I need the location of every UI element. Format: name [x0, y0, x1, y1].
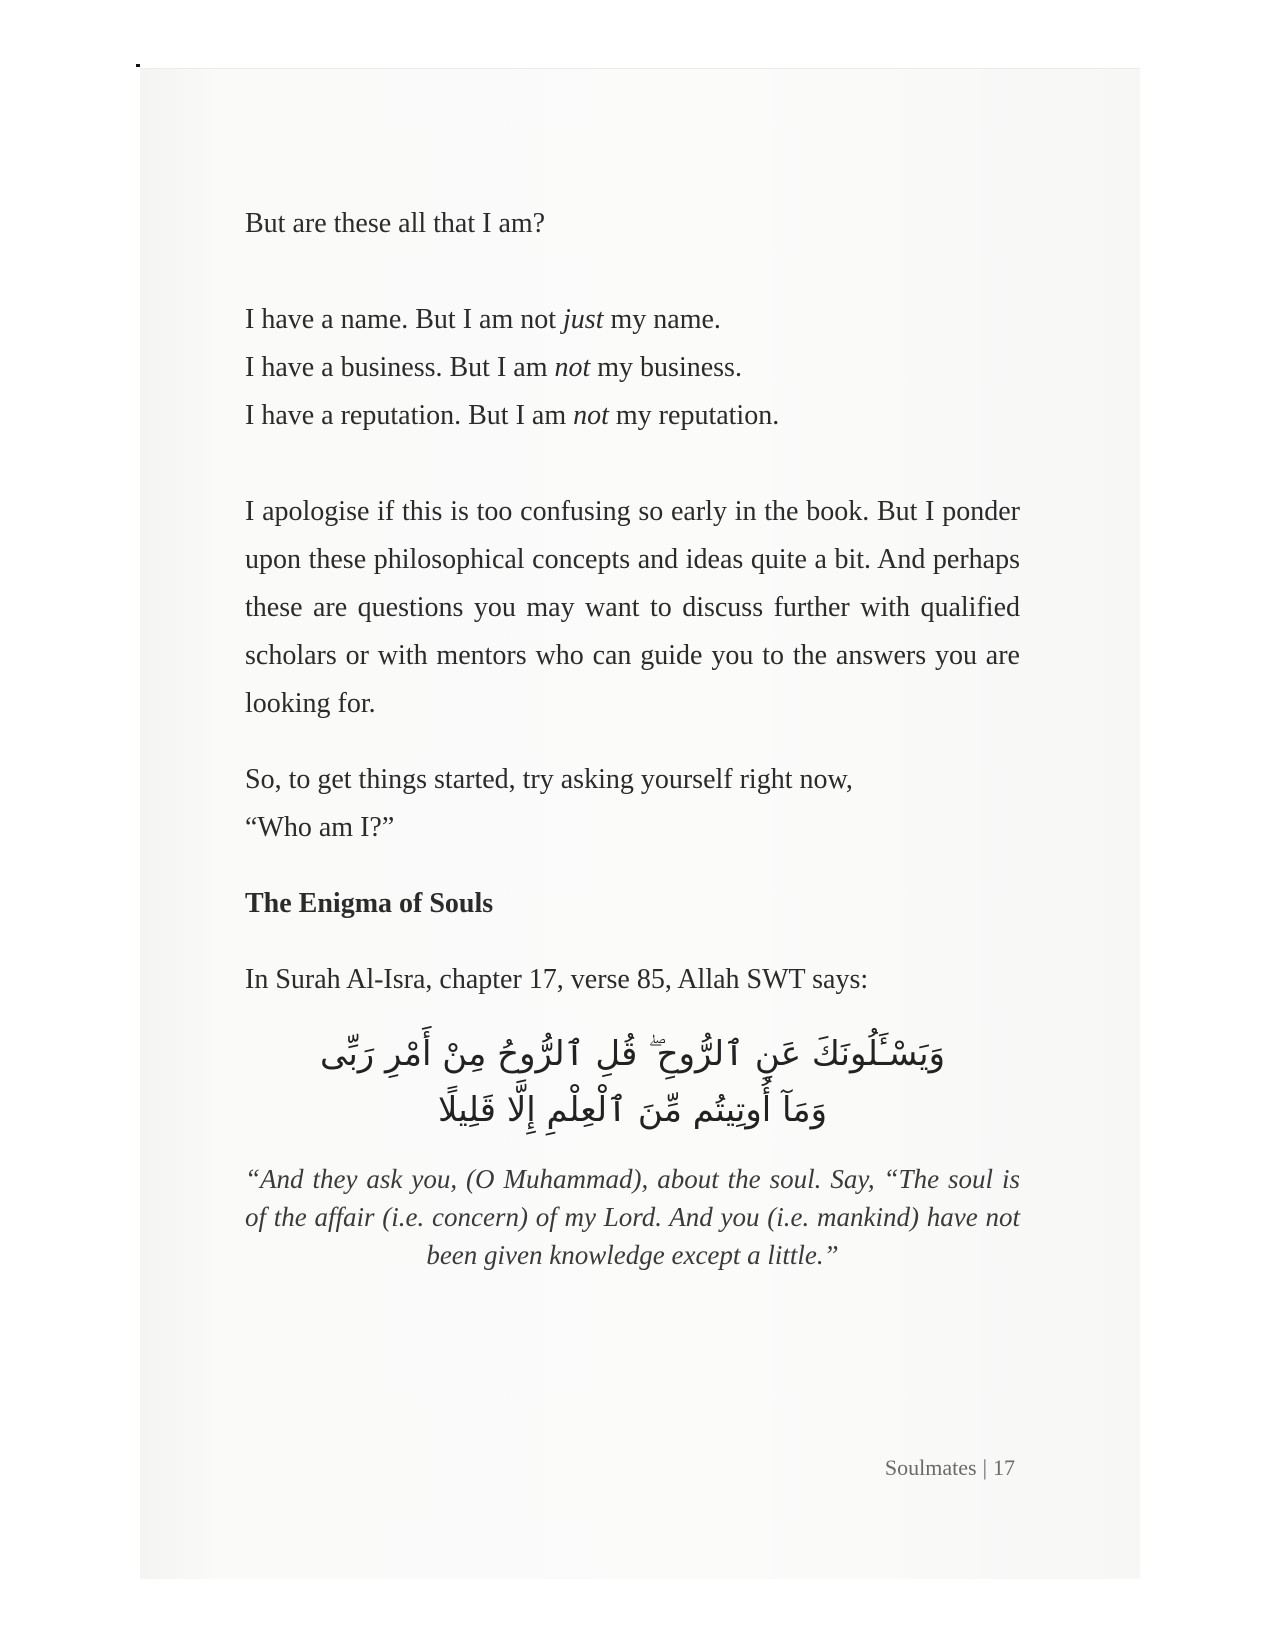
start-line-1: So, to get things started, try asking yourself right now, — [245, 764, 853, 795]
identity-lines — [245, 296, 1020, 440]
verse-translation: “And they ask you, (O Muhammad), about the soul. Say, “The soul is of the affair (i.e. concern) of my Lord. And you (i.e. mankind) have not been given knowledge except a little.” — [245, 1164, 1020, 1270]
verse-intro: In Surah Al-Isra, chapter 17, verse 85, Allah SWT says: — [245, 964, 869, 995]
arabic-verse-line-1: وَيَسْـَٔلُونَكَ عَنِ ٱلرُّوحِ ۖ قُلِ ٱلرُّوحُ مِنْ أَمْرِ رَبِّى — [320, 1034, 945, 1074]
emphasis-not: not — [573, 400, 609, 431]
section-heading: The Enigma of Souls — [245, 888, 494, 919]
emphasis-not: not — [554, 352, 591, 383]
arabic-verse-line-2: وَمَآ أُوتِيتُم مِّنَ ٱلْعِلْمِ إِلَّا قَلِيلًا — [437, 1090, 828, 1130]
arabic-verse — [245, 1026, 1020, 1138]
identity-line-name: I have a name. But I am not just my name. — [245, 304, 721, 335]
paragraph-start — [245, 756, 1020, 852]
book-title: Soulmates — [884, 1455, 977, 1480]
footer-separator: | — [982, 1455, 987, 1480]
text-column — [245, 200, 1020, 1274]
page-number: 17 — [993, 1455, 1015, 1480]
scan-mark — [136, 64, 140, 67]
identity-line-business: I have a business. But I am not my business. — [245, 352, 742, 383]
identity-line-reputation: I have a reputation. But I am not my reputation. — [245, 400, 780, 431]
page-footer — [820, 1455, 1015, 1481]
emphasis-just: just — [563, 304, 604, 335]
start-line-2: “Who am I?” — [245, 812, 395, 843]
intro-question: But are these all that I am? — [245, 208, 546, 239]
paragraph-apologise: I apologise if this is too confusing so early in the book. But I ponder upon these philosophical concepts and ideas quite a bit. And perhaps these are questions you may want to discuss further with qualified scholars or with mentors who can guide you to the answers you are looking for. — [245, 496, 1020, 719]
